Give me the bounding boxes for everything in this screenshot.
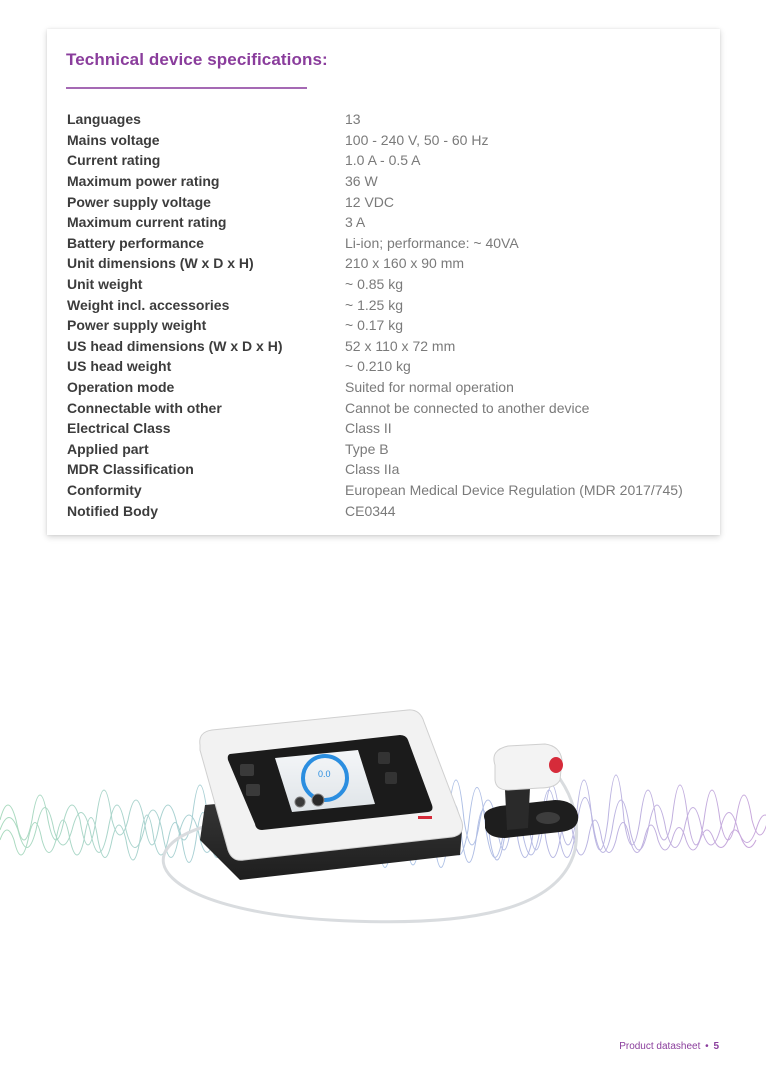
holder-cup (536, 812, 560, 824)
page-footer (619, 1041, 719, 1052)
spec-row (67, 109, 683, 130)
holder-post (505, 788, 530, 830)
spec-row (67, 439, 683, 460)
spec-row (67, 500, 683, 521)
spec-value: 13 (345, 111, 361, 128)
spec-row (67, 150, 683, 171)
spec-row (67, 356, 683, 377)
spec-value: 52 x 110 x 72 mm (345, 337, 456, 354)
spec-label: Unit dimensions (W x D x H) (67, 255, 254, 272)
footer-bullet: • (705, 1041, 709, 1052)
spec-value: 3 A (345, 214, 366, 231)
spec-label: MDR Classification (67, 461, 194, 478)
spec-value: 12 VDC (345, 193, 395, 210)
side-key-left-2 (246, 784, 260, 796)
product-illustration (0, 680, 766, 950)
spec-label: US head weight (67, 358, 172, 375)
spec-value: Type B (345, 440, 389, 457)
spec-label: Maximum current rating (67, 214, 227, 231)
spec-label: Conformity (67, 481, 142, 498)
spec-value: Suited for normal operation (345, 379, 514, 396)
footer-label: Product datasheet (619, 1041, 701, 1052)
transducer-tip (549, 757, 563, 773)
spec-row (67, 171, 683, 192)
spec-row (67, 418, 683, 439)
spec-row (67, 480, 683, 501)
spec-label: Maximum power rating (67, 173, 220, 190)
spec-row (67, 253, 683, 274)
page-number: 5 (713, 1041, 719, 1052)
spec-label: Applied part (67, 440, 149, 457)
spec-label: Connectable with other (67, 399, 222, 416)
spec-value: 100 - 240 V, 50 - 60 Hz (345, 131, 489, 148)
screen-reading: 0.0 (318, 769, 331, 779)
spec-label: Power supply weight (67, 317, 207, 334)
spec-value: ~ 0.85 kg (345, 276, 403, 293)
spec-value: Li-ion; performance: ~ 40VA (345, 234, 519, 251)
spec-value: CE0344 (345, 502, 396, 519)
spec-table (67, 109, 683, 521)
title-underline (66, 87, 307, 89)
spec-label: Operation mode (67, 379, 175, 396)
spec-row (67, 459, 683, 480)
start-button-icon (312, 794, 324, 806)
spec-label: Mains voltage (67, 131, 160, 148)
spec-value: ~ 0.210 kg (345, 358, 411, 375)
spec-label: Weight incl. accessories (67, 296, 230, 313)
spec-row (67, 336, 683, 357)
spec-label: Electrical Class (67, 420, 171, 437)
transducer-assembly (484, 744, 578, 838)
spec-value: 1.0 A - 0.5 A (345, 152, 421, 169)
spec-label: Notified Body (67, 502, 158, 519)
spec-row (67, 377, 683, 398)
brand-logo-mark (418, 816, 432, 819)
spec-label: Battery performance (67, 234, 204, 251)
spec-title: Technical device specifications: (66, 50, 328, 69)
spec-value: ~ 1.25 kg (345, 296, 403, 313)
spec-row (67, 315, 683, 336)
device-screen (275, 750, 375, 812)
spec-value: Class IIa (345, 461, 400, 478)
spec-row (67, 274, 683, 295)
spec-row (67, 191, 683, 212)
spec-row (67, 397, 683, 418)
spec-label: Languages (67, 111, 141, 128)
spec-value: Class II (345, 420, 392, 437)
spec-label: Current rating (67, 152, 161, 169)
spec-label: Unit weight (67, 276, 143, 293)
spec-row (67, 233, 683, 254)
spec-label: Power supply voltage (67, 193, 211, 210)
spec-row (67, 212, 683, 233)
side-key-right-1 (378, 752, 390, 764)
spec-row (67, 294, 683, 315)
side-key-left-1 (240, 764, 254, 776)
spec-value: 210 x 160 x 90 mm (345, 255, 465, 272)
ultrasound-device (200, 710, 463, 880)
spec-value: 36 W (345, 173, 378, 190)
spec-row (67, 130, 683, 151)
power-button-icon (295, 797, 305, 807)
spec-label: US head dimensions (W x D x H) (67, 337, 283, 354)
spec-value: European Medical Device Regulation (MDR 2017/745) (345, 481, 683, 498)
spec-value: ~ 0.17 kg (345, 317, 403, 334)
spec-card (47, 29, 720, 535)
holder-base (484, 800, 578, 838)
side-key-right-2 (385, 772, 397, 784)
spec-value: Cannot be connected to another device (345, 399, 590, 416)
